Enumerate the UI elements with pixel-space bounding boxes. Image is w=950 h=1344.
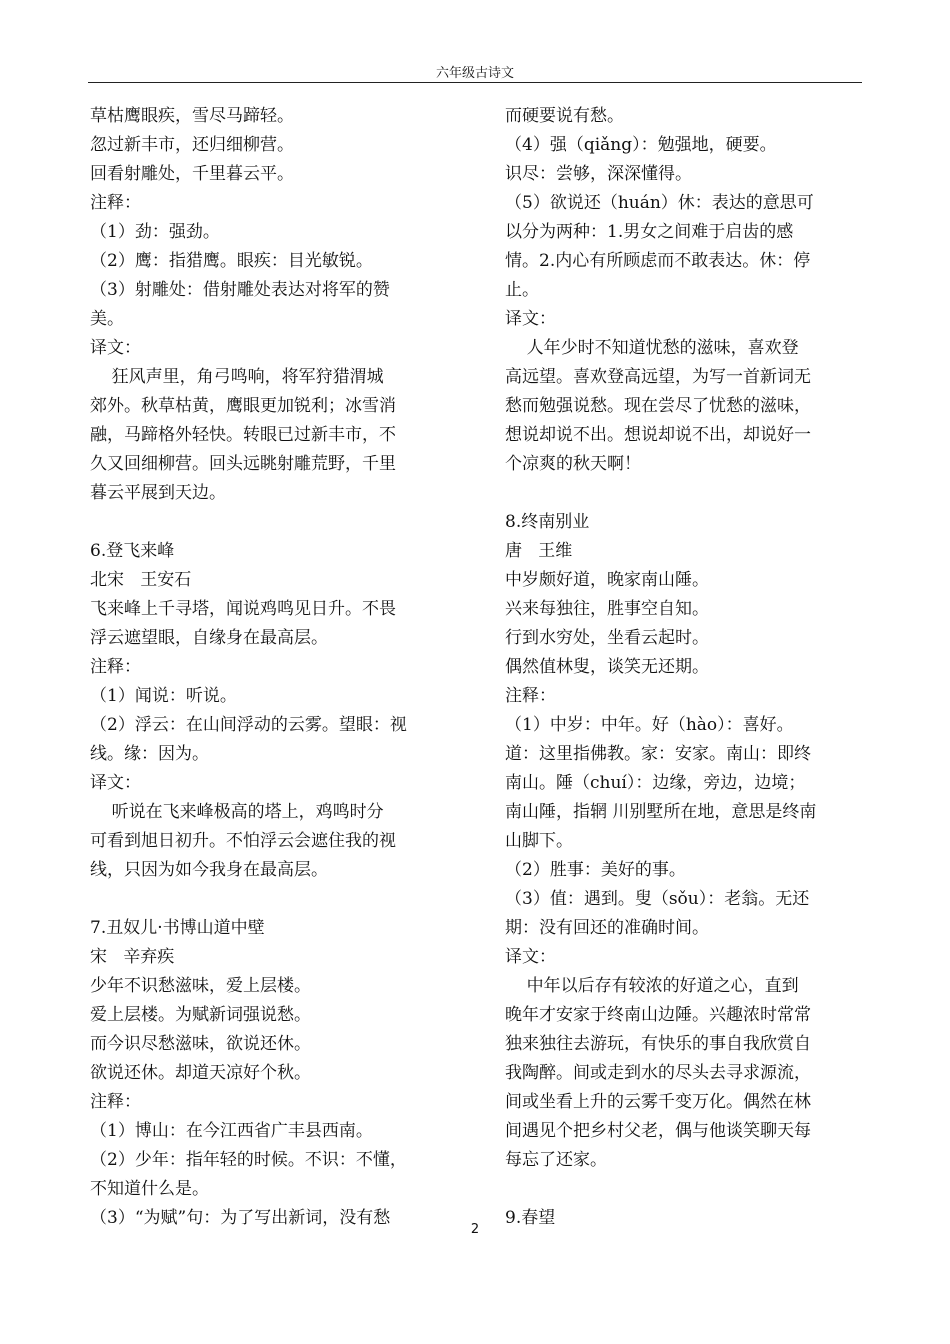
note-line: 南山。陲（chuí）：边缘，旁边，边境； (505, 773, 806, 793)
note-line: （4）强（qiǎng）：勉强地，硬要。 (505, 135, 777, 155)
translation-line: 我陶醉。间或走到水的尽头去寻求源流， (505, 1063, 811, 1083)
translation-line: 暮云平展到天边。 (90, 483, 226, 503)
poem-line: 兴来每独往，胜事空自知。 (505, 599, 709, 619)
translation-label: 译文： (90, 338, 141, 358)
note-line: （1）中岁：中年。好（hào）：喜好。 (505, 715, 794, 735)
spacer (505, 479, 857, 508)
notes-label: 注释： (90, 657, 141, 677)
translation-line: 间或坐看上升的云雾千变万化。偶然在林 (505, 1092, 811, 1112)
poem-author: 唐 王维 (505, 541, 573, 561)
spacer (90, 885, 442, 914)
translation-label: 译文： (505, 947, 556, 967)
left-column (90, 102, 442, 1233)
notes-label: 注释： (505, 686, 556, 706)
spacer (505, 1175, 857, 1204)
translation-label: 译文： (505, 309, 556, 329)
note-line: 而硬要说有愁。 (505, 106, 624, 126)
poem-line: 而今识尽愁滋味，欲说还休。 (90, 1034, 311, 1054)
poem-line: 少年不识愁滋味，爱上层楼。 (90, 976, 311, 996)
right-column (505, 102, 857, 1233)
translation-line: 晚年才安家于终南山边陲。兴趣浓时常常 (505, 1005, 811, 1025)
translation-line: 高远望。喜欢登高远望，为写一首新词无 (505, 367, 811, 387)
note-line: 道：这里指佛教。家：安家。南山：即终 (505, 744, 811, 764)
note-line: 美。 (90, 309, 124, 329)
note-line: 线。缘：因为。 (90, 744, 209, 764)
poem-author: 北宋 王安石 (90, 570, 192, 590)
translation-line: 可看到旭日初升。不怕浮云会遮住我的视 (90, 831, 396, 851)
poem-line: 中岁颇好道，晚家南山陲。 (505, 570, 709, 590)
page-number: 2 (470, 1222, 480, 1237)
translation-line: 听说在飞来峰极高的塔上，鸡鸣时分 (90, 802, 384, 822)
poem-line: 浮云遮望眼，自缘身在最高层。 (90, 628, 328, 648)
note-line: 以分为两种：1.男女之间难于启齿的感 (505, 222, 794, 242)
note-line: （5）欲说还（huán）休：表达的意思可 (505, 193, 814, 213)
translation-line: 想说却说不出。想说却说不出，却说好一 (505, 425, 811, 445)
note-line: 期：没有回还的准确时间。 (505, 918, 709, 938)
note-line: （3）值：遇到。叟（sǒu）：老翁。无还 (505, 889, 810, 909)
note-line: （1）闻说：听说。 (90, 686, 237, 706)
translation-line: 个凉爽的秋天啊！ (505, 454, 641, 474)
poem-title: 7.丑奴儿·书博山道中壁 (90, 918, 265, 938)
note-line: （2）少年：指年轻的时候。不识：不懂， (90, 1150, 407, 1170)
poem-title: 8.终南别业 (505, 512, 590, 532)
note-line: （3）“为赋”句：为了写出新词，没有愁 (90, 1208, 391, 1228)
poem-line: 草枯鹰眼疾，雪尽马蹄轻。 (90, 106, 294, 126)
translation-line: 间遇见个把乡村父老，偶与他谈笑聊天每 (505, 1121, 811, 1141)
poem-line: 忽过新丰市，还归细柳营。 (90, 135, 294, 155)
poem-line: 欲说还休。却道天凉好个秋。 (90, 1063, 311, 1083)
note-line: （3）射雕处：借射雕处表达对将军的赞 (90, 280, 390, 300)
note-line: 情。2.内心有所顾虑而不敢表达。休：停 (505, 251, 811, 271)
note-line: （1）劲：强劲。 (90, 222, 220, 242)
poem-line: 行到水穷处，坐看云起时。 (505, 628, 709, 648)
translation-label: 译文： (90, 773, 141, 793)
translation-line: 人年少时不知道忧愁的滋味，喜欢登 (505, 338, 799, 358)
translation-line: 融，马蹄格外轻快。转眼已过新丰市，不 (90, 425, 396, 445)
translation-line: 久又回细柳营。回头远眺射雕荒野，千里 (90, 454, 396, 474)
note-line: 识尽：尝够，深深懂得。 (505, 164, 692, 184)
poem-line: 偶然值林叟，谈笑无还期。 (505, 657, 709, 677)
note-line: 南山陲，指辋 川别墅所在地，意思是终南 (505, 802, 817, 822)
translation-line: 狂风声里，角弓鸣响，将军狩猎渭城 (90, 367, 384, 387)
translation-line: 线，只因为如今我身在最高层。 (90, 860, 328, 880)
poem-title: 9.春望 (505, 1208, 556, 1228)
note-line: （1）博山：在今江西省广丰县西南。 (90, 1121, 373, 1141)
poem-title: 6.登飞来峰 (90, 541, 175, 561)
header-rule (88, 82, 862, 83)
poem-line: 爱上层楼。为赋新词强说愁。 (90, 1005, 311, 1025)
spacer (90, 508, 442, 537)
notes-label: 注释： (90, 193, 141, 213)
poem-author: 宋 辛弃疾 (90, 947, 175, 967)
translation-line: 中年以后存有较浓的好道之心，直到 (505, 976, 799, 996)
note-line: （2）浮云：在山间浮动的云雾。望眼：视 (90, 715, 407, 735)
poem-line: 飞来峰上千寻塔，闻说鸡鸣见日升。不畏 (90, 599, 396, 619)
translation-line: 独来独往去游玩，有快乐的事自我欣赏自 (505, 1034, 811, 1054)
note-line: 山脚下。 (505, 831, 573, 851)
page-header-title: 六年级古诗文 (435, 66, 514, 81)
poem-line: 回看射雕处，千里暮云平。 (90, 164, 294, 184)
note-line: 不知道什么是。 (90, 1179, 209, 1199)
translation-line: 郊外。秋草枯黄，鹰眼更加锐利；冰雪消 (90, 396, 396, 416)
translation-line: 愁而勉强说愁。现在尝尽了忧愁的滋味， (505, 396, 811, 416)
translation-line: 每忘了还家。 (505, 1150, 607, 1170)
note-line: （2）胜事：美好的事。 (505, 860, 686, 880)
note-line: 止。 (505, 280, 539, 300)
note-line: （2）鹰：指猎鹰。眼疾：目光敏锐。 (90, 251, 373, 271)
notes-label: 注释： (90, 1092, 141, 1112)
